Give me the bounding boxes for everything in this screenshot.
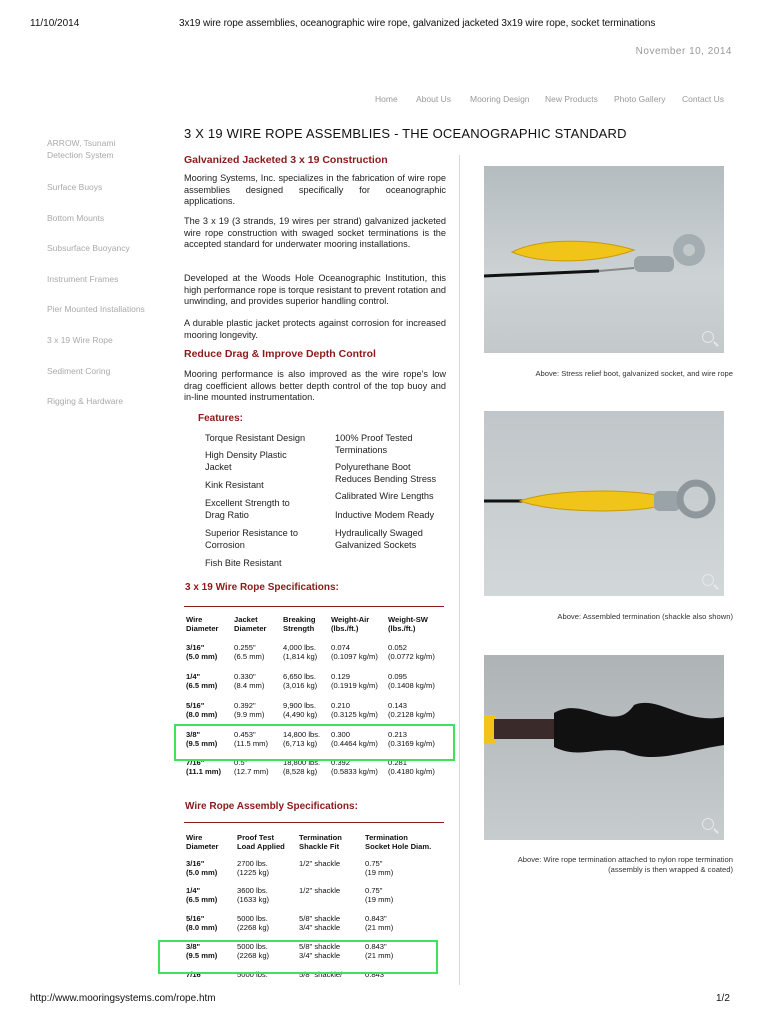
assembly-row: 5/16" (8.0 mm) 5000 lbs. (2268 kg) 5/8" shackle 3/4" shackle 0.843" (21 mm) bbox=[186, 914, 394, 932]
assembly-table-rule bbox=[184, 822, 444, 823]
photo-assembled-illustration bbox=[484, 411, 724, 596]
spec-row: 7/16" (11.1 mm) 0.5" (12.7 mm) 18,800 lbs. (8,528 kg) 0.392 (0.5833 kg/m) 0.281 (0.4180 kg/m) bbox=[186, 758, 435, 776]
feature-item: Polyurethane Boot Reduces Bending Stress bbox=[335, 462, 437, 484]
spec-table-heading: 3 x 19 Wire Rope Specifications: bbox=[185, 582, 339, 593]
assembly-header-row bbox=[186, 833, 450, 859]
spec-header-row bbox=[186, 615, 448, 643]
highlight-box bbox=[158, 940, 438, 974]
assembly-row: 7/16" 5000 lbs. 5/8" shackle/ 0.843" bbox=[186, 970, 387, 979]
nav-photo-gallery[interactable]: Photo Gallery bbox=[614, 94, 666, 104]
assembly-header-cell: Proof Test Load Applied bbox=[237, 833, 285, 851]
site-date: November 10, 2014 bbox=[635, 46, 732, 57]
sidebar-item-subsurface-buoyancy[interactable]: Subsurface Buoyancy bbox=[47, 243, 130, 253]
photo-caption: (assembly is then wrapped & coated) bbox=[608, 865, 733, 874]
photo-rope-termination[interactable] bbox=[484, 655, 724, 840]
section-heading-construction: Galvanized Jacketed 3 x 19 Construction bbox=[184, 154, 388, 166]
feature-item: Excellent Strength to Drag Ratio bbox=[205, 498, 290, 520]
nav-contact-us[interactable]: Contact Us bbox=[682, 94, 725, 104]
page-title: 3 X 19 WIRE ROPE ASSEMBLIES - THE OCEANOGRAPHIC STANDARD bbox=[184, 126, 627, 141]
sidebar-item-surface-buoys[interactable]: Surface Buoys bbox=[47, 182, 103, 192]
feature-item: Fish Bite Resistant bbox=[205, 558, 282, 568]
assembly-row: 1/4" (6.5 mm) 3600 lbs. (1633 kg) 1/2" shackle 0.75" (19 mm) bbox=[186, 886, 394, 904]
sidebar-item-pier-mounted[interactable]: Pier Mounted Installations bbox=[47, 304, 145, 314]
top-navigation bbox=[0, 94, 768, 108]
feature-item: Inductive Modem Ready bbox=[335, 510, 435, 520]
assembly-header-cell: Wire Diameter bbox=[186, 833, 219, 851]
highlight-box bbox=[174, 724, 455, 761]
feature-item: High Density Plastic Jacket bbox=[205, 450, 287, 472]
paragraph-construction: The 3 x 19 (3 strands, 19 wires per strand) galvanized jacketed wire rope construction with swaged socket terminations is the accepted standard for underwater mooring installations. bbox=[184, 216, 446, 250]
features-heading: Features: bbox=[198, 413, 244, 424]
nav-new-products[interactable]: New Products bbox=[545, 94, 598, 104]
photo-rope-termination-illustration bbox=[484, 655, 724, 840]
feature-item: Calibrated Wire Lengths bbox=[335, 491, 434, 501]
print-title: 3x19 wire rope assemblies, oceanographic wire rope, galvanized jacketed 3x19 wire rope, socket terminations bbox=[179, 18, 656, 29]
print-date: 11/10/2014 bbox=[30, 18, 80, 29]
photo-caption: Above: Stress relief boot, galvanized socket, and wire rope bbox=[535, 369, 733, 378]
spec-row: 1/4" (6.5 mm) 0.330" (8.4 mm) 6,650 lbs. (3,016 kg) 0.129 (0.1919 kg/m) 0.095 (0.1408 kg/m) bbox=[186, 672, 435, 690]
zoom-icon[interactable] bbox=[702, 574, 714, 586]
section-heading-drag: Reduce Drag & Improve Depth Control bbox=[184, 348, 376, 360]
sidebar-item-arrow[interactable]: ARROW, Tsunami Detection System bbox=[47, 138, 116, 160]
spec-table-rule bbox=[184, 606, 444, 607]
spec-header-cell: Weight-Air (lbs./ft.) bbox=[331, 615, 370, 633]
column-divider bbox=[459, 155, 460, 985]
zoom-icon[interactable] bbox=[702, 331, 714, 343]
spec-row: 3/8" (9.5 mm) 0.453" (11.5 mm) 14,800 lbs. (6,713 kg) 0.300 (0.4464 kg/m) 0.213 (0.3169 kg/m) bbox=[186, 730, 435, 748]
nav-home[interactable]: Home bbox=[375, 94, 398, 104]
feature-item: Kink Resistant bbox=[205, 480, 264, 490]
spec-header-cell: Jacket Diameter bbox=[234, 615, 267, 633]
sidebar-item-rigging-hardware[interactable]: Rigging & Hardware bbox=[47, 396, 124, 406]
nav-about-us[interactable]: About Us bbox=[416, 94, 451, 104]
spec-row: 3/16" (5.0 mm) 0.255" (6.5 mm) 4,000 lbs. (1,814 kg) 0.074 (0.1097 kg/m) 0.052 (0.0772 kg/m) bbox=[186, 643, 435, 661]
photo-boot-socket-rope[interactable] bbox=[484, 166, 724, 353]
feature-item: Superior Resistance to Corrosion bbox=[205, 528, 298, 550]
sidebar-item-instrument-frames[interactable]: Instrument Frames bbox=[47, 274, 119, 284]
paragraph-intro: Mooring Systems, Inc. specializes in the fabrication of wire rope assemblies designed specifically for oceanographic applications. bbox=[184, 173, 446, 207]
print-page-number: 1/2 bbox=[716, 993, 730, 1004]
assembly-row: 3/16" (5.0 mm) 2700 lbs. (1225 kg) 1/2" shackle 0.75" (19 mm) bbox=[186, 859, 394, 877]
spec-row: 5/16" (8.0 mm) 0.392" (9.9 mm) 9,900 lbs. (4,490 kg) 0.210 (0.3125 kg/m) 0.143 (0.2128 kg/m) bbox=[186, 701, 435, 719]
print-url: http://www.mooringsystems.com/rope.htm bbox=[30, 993, 216, 1004]
feature-item: Hydraulically Swaged Galvanized Sockets bbox=[335, 528, 423, 550]
sidebar-item-sediment-coring[interactable]: Sediment Coring bbox=[47, 366, 111, 376]
paragraph-woods-hole: Developed at the Woods Hole Oceanographic Institution, this high performance rope is torque resistant to prevent rotation and unwinding, and provides superior handling control. bbox=[184, 273, 446, 307]
sidebar-item-bottom-mounts[interactable]: Bottom Mounts bbox=[47, 213, 105, 223]
photo-caption: Above: Wire rope termination attached to nylon rope termination bbox=[517, 855, 733, 864]
spec-header-cell: Weight-SW (lbs./ft.) bbox=[388, 615, 428, 633]
feature-item: Torque Resistant Design bbox=[205, 433, 306, 443]
assembly-header-cell: Termination Socket Hole Diam. bbox=[365, 833, 432, 851]
paragraph-jacket: A durable plastic jacket protects against corrosion for increased mooring longevity. bbox=[184, 318, 446, 340]
assembly-header-cell: Termination Shackle Fit bbox=[299, 833, 342, 851]
nav-mooring-design[interactable]: Mooring Design bbox=[470, 94, 530, 104]
sidebar-item-wire-rope[interactable]: 3 x 19 Wire Rope bbox=[47, 335, 113, 345]
spec-header-cell: Breaking Strength bbox=[283, 615, 316, 633]
photo-caption: Above: Assembled termination (shackle also shown) bbox=[557, 612, 733, 621]
spec-header-cell: Wire Diameter bbox=[186, 615, 219, 633]
zoom-icon[interactable] bbox=[702, 818, 714, 830]
photo-boot-socket-illustration bbox=[484, 166, 724, 353]
feature-item: 100% Proof Tested Terminations bbox=[335, 433, 413, 455]
assembly-table-heading: Wire Rope Assembly Specifications: bbox=[185, 801, 358, 812]
assembly-row: 3/8" (9.5 mm) 5000 lbs. (2268 kg) 5/8" shackle 3/4" shackle 0.843" (21 mm) bbox=[186, 942, 394, 960]
photo-assembled-termination[interactable] bbox=[484, 411, 724, 596]
paragraph-drag: Mooring performance is also improved as the wire rope's low drag coefficient allows better depth control of the top buoy and in-line mounted instrumentation. bbox=[184, 369, 446, 403]
